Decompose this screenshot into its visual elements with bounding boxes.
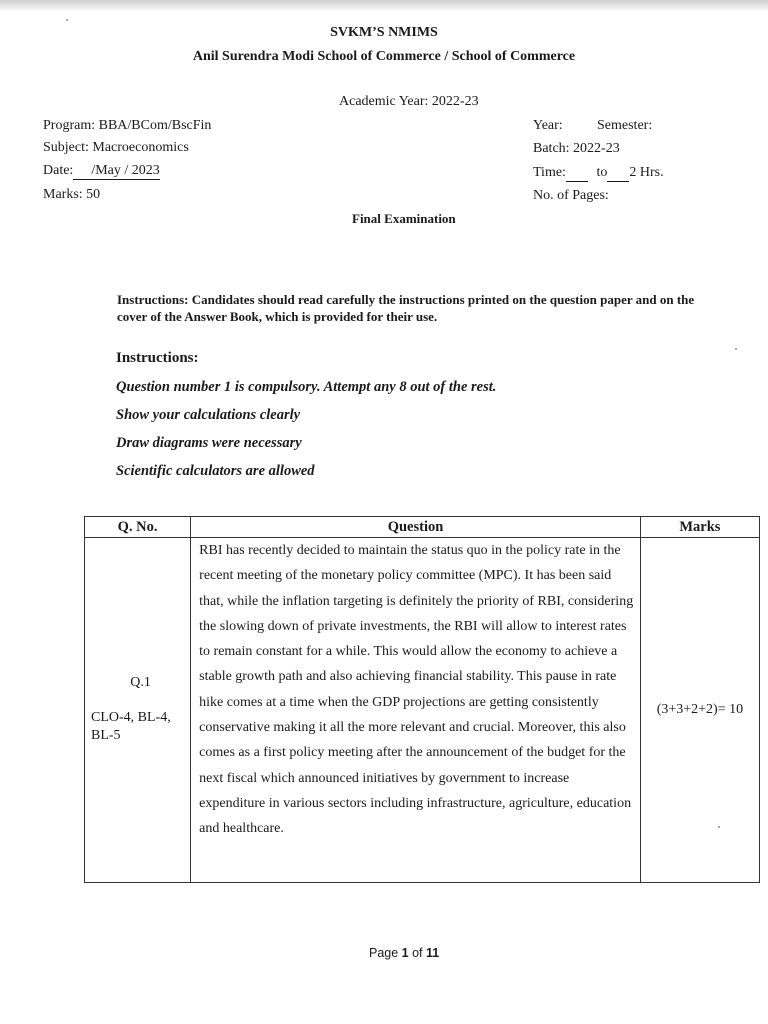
question-number: Q.1 [130,675,151,690]
time-to: to [596,165,608,180]
table-header-row [85,517,760,538]
header-marks: Marks [640,517,759,538]
semester-label: Semester: [597,118,653,133]
time-field [533,165,664,182]
exam-title: Final Examination [352,211,456,226]
date-value: /May / 2023 [91,163,160,178]
question-text: RBI has recently decided to maintain the status quo in the policy rate in the recent meeting of the monetary policy committee (MPC). It has been said that, while the inflation targeting is definitely the priority of RBI, considering the slowing down of private investments, the RBI will allow to interest rates to remain constant for a while. This would allow the economy to achieve a stable growth path and also achieving financial stability. This pause in rate hike comes at a time when the GDP projections are getting consistently conservative making it all the more relevant and crucial. Moreover, this also comes as a first policy meeting after the announcement of the budget for the next fiscal which announced initiatives by government to increase expenditure in various sectors including infrastructure, agriculture, education and healthcare. [191,538,641,883]
date-field [43,163,160,180]
batch-label: Batch: 2022-23 [533,141,620,156]
instruction-item: Show your calculations clearly [116,407,301,423]
academic-year: Academic Year: 2022-23 [339,94,479,109]
instruction-item: Scientific calculators are allowed [116,463,315,479]
question-table [84,516,760,883]
scan-speck [718,826,720,828]
course-outcome: CLO-4, BL-4, BL-5 [91,710,171,743]
page-total: 11 [426,946,440,960]
time-label: Time: [533,165,566,180]
time-blank-start [566,165,588,182]
subject-label: Subject: Macroeconomics [43,140,189,155]
year-label: Year: [533,118,563,133]
date-blank [73,163,91,180]
scan-edge [0,0,768,12]
date-label: Date: [43,163,74,178]
instruction-item: Question number 1 is compulsory. Attempt any 8 out of the rest. [116,379,497,395]
page-prefix: Page [369,946,402,960]
instructions-heading: Instructions: [116,350,199,366]
marks-total: Marks: 50 [43,187,101,202]
instruction-item: Draw diagrams were necessary [116,435,302,451]
instructions-note: Instructions: Candidates should read carefully the instructions printed on the question paper and on the cover of the Answer Book, which is provided for their use. [117,292,695,324]
page-of: of [408,946,426,960]
page-current: 1 [401,946,409,960]
scan-speck [66,19,68,21]
institution-name: SVKM’S NMIMS [330,25,438,40]
scan-speck [735,348,737,350]
school-name: Anil Surendra Modi School of Commerce / School of Commerce [192,49,576,64]
time-blank-end [607,165,629,182]
program-label: Program: BBA/BCom/BscFin [43,118,212,133]
time-duration: 2 Hrs. [629,165,664,180]
header-qno: Q. No. [85,517,191,538]
page-number [369,946,439,960]
pages-label: No. of Pages: [533,188,609,203]
question-marks: (3+3+2+2)= 10 [640,538,759,883]
question-number-cell [85,538,191,883]
table-row [85,538,760,883]
header-question: Question [191,517,641,538]
